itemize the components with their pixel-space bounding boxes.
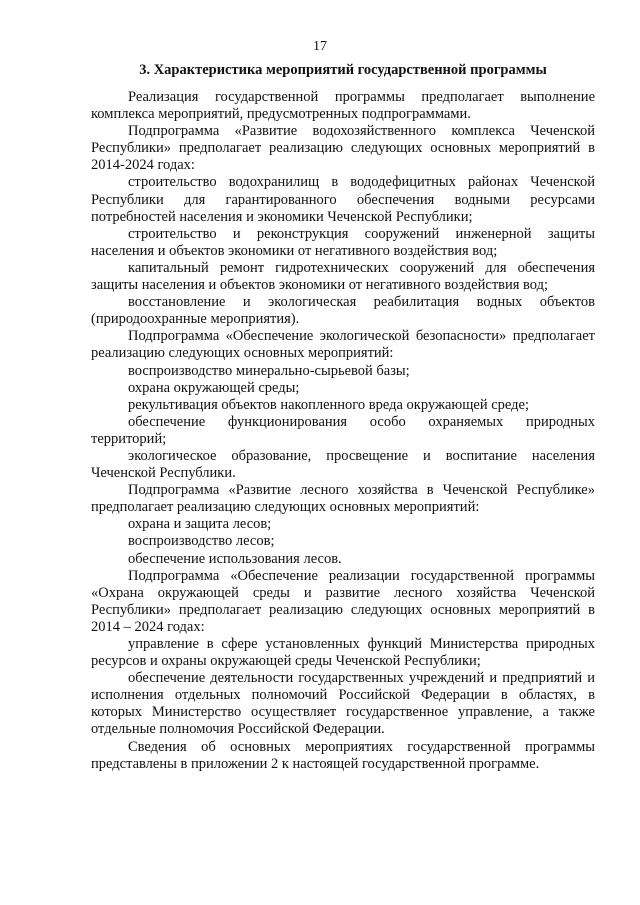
paragraph: управление в сфере установленных функций Министерства природных ресурсов и охраны окружающей среды Чеченской Республики; <box>91 636 595 670</box>
page-number: 17 <box>313 39 327 54</box>
paragraph: воспроизводство минерально-сырьевой базы; <box>128 362 410 379</box>
paragraph: обеспечение функционирования особо охраняемых природных территорий; <box>91 413 595 447</box>
paragraph: обеспечение использования лесов. <box>128 550 342 567</box>
paragraph: Подпрограмма «Обеспечение экологической безопасности» предполагает реализацию следующих основных мероприятий: <box>91 328 595 362</box>
paragraph: воспроизводство лесов; <box>128 533 275 550</box>
paragraph: Подпрограмма «Развитие лесного хозяйства в Чеченской Республике» предполагает реализацию следующих основных мероприятий: <box>91 482 595 516</box>
paragraph: капитальный ремонт гидротехнических сооружений для обеспечения защиты населения и объектов экономики от негативного воздействия вод; <box>91 259 595 294</box>
paragraph: Реализация государственной программы предполагает выполнение комплекса мероприятий, предусмотренных подпрограммами. <box>91 89 595 123</box>
paragraph: Сведения об основных мероприятиях государственной программы представлены в приложении 2 к настоящей государственной программе. <box>91 738 595 772</box>
document-body <box>91 89 595 773</box>
paragraph: строительство водохранилищ в вододефицитных районах Чеченской Республики для гарантированного обеспечения водными ресурсами потребностей населения и экономики Чеченской Республики; <box>91 174 595 225</box>
paragraph: обеспечение деятельности государственных учреждений и предприятий и исполнения отдельных полномочий Российской Федерации в областях, в которых Министерство осуществляет государственное управление, а также отдельные полномочия Российской Федерации. <box>91 670 595 738</box>
paragraph: строительство и реконструкция сооружений инженерной защиты населения и объектов экономики от негативного воздействия вод; <box>91 225 595 259</box>
paragraph: Подпрограмма «Развитие водохозяйственного комплекса Чеченской Республики» предполагает реализацию следующих основных мероприятий в 2014-2024 годах: <box>91 123 595 174</box>
paragraph: экологическое образование, просвещение и воспитание населения Чеченской Республики. <box>91 447 595 482</box>
paragraph: рекультивация объектов накопленного вреда окружающей среде; <box>128 396 530 413</box>
section-title: 3. Характеристика мероприятий государственной программы <box>139 62 547 78</box>
paragraph: восстановление и экологическая реабилитация водных объектов (природоохранные мероприятия). <box>91 294 595 328</box>
paragraph: Подпрограмма «Обеспечение реализации государственной программы «Охрана окружающей среды и развитие лесного хозяйства Чеченской Республики» предполагает реализацию следующих основных мероприятий в 2014 – 2024 годах: <box>91 567 595 635</box>
paragraph: охрана и защита лесов; <box>128 516 272 533</box>
paragraph: охрана окружающей среды; <box>128 379 300 396</box>
